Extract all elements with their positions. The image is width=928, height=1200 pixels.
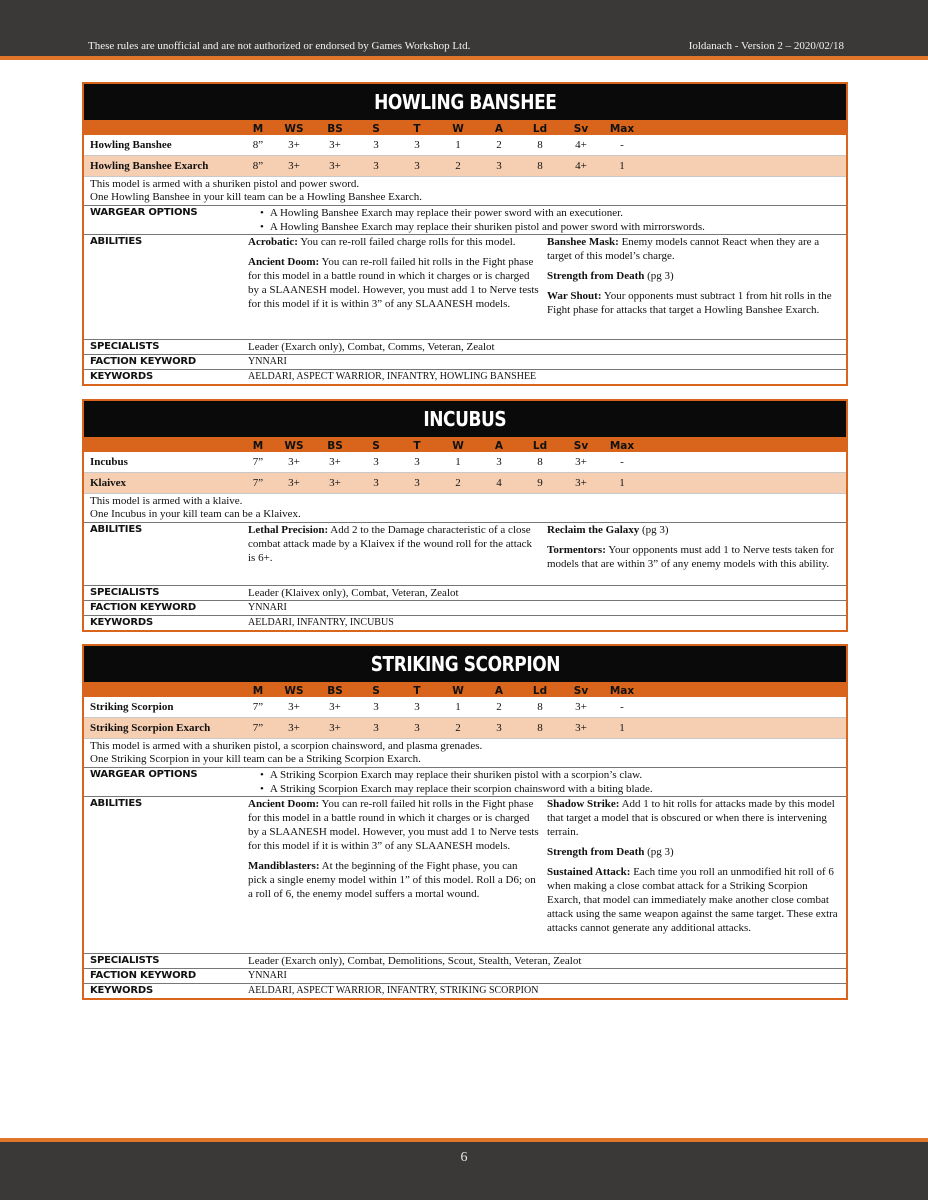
stat-header: W	[452, 440, 464, 452]
stat-value: 3	[414, 139, 420, 151]
faction-keyword-row-value: YNNARI	[248, 356, 287, 367]
specialists-row-label: SPECIALISTS	[90, 341, 160, 352]
faction-keyword-row-label: FACTION KEYWORD	[90, 970, 197, 981]
ability-name: Tormentors:	[547, 544, 606, 556]
description-line: One Incubus in your kill team can be a Klaivex.	[90, 508, 301, 520]
stat-header: A	[494, 440, 504, 452]
ability-name: Banshee Mask:	[547, 236, 619, 248]
keywords-row-label: KEYWORDS	[90, 371, 153, 382]
stat-header-row	[84, 684, 846, 697]
faction-keyword-row-label: FACTION KEYWORD	[90, 356, 197, 367]
stat-value: 8	[537, 160, 543, 172]
ability-text: At the beginning of the Fight phase, you can pick a single enemy model within 1” of this model. Roll a D6; on a roll of 6, the enemy model suffers a mortal wound.	[248, 860, 536, 900]
stat-header: BS	[327, 440, 343, 452]
ability-name: Shadow Strike:	[547, 798, 620, 810]
ability	[547, 865, 838, 935]
model-name: Klaivex	[90, 477, 127, 489]
stat-header: Sv	[573, 123, 589, 135]
stat-value: 3+	[575, 722, 587, 734]
faction-keyword-row-value: YNNARI	[248, 970, 287, 981]
ability-text: Add 1 to hit rolls for attacks made by this model that target a model that is obscured or when there is intervening terrain.	[547, 798, 835, 838]
keywords-row	[84, 984, 846, 998]
unit-title: STRIKING SCORPION	[370, 652, 560, 676]
unit-title: HOWLING BANSHEE	[373, 90, 557, 114]
specialists-row	[84, 340, 846, 355]
stat-value: 7”	[252, 477, 264, 489]
model-name: Incubus	[90, 456, 128, 468]
ability-text: You can re-roll failed charge rolls for this model.	[297, 236, 516, 248]
unit-description	[84, 177, 846, 206]
stat-header: Ld	[532, 440, 548, 452]
stat-value: 8	[537, 456, 543, 468]
ability-name: Strength from Death	[547, 270, 645, 282]
wargear-option: • A Striking Scorpion Exarch may replace their scorpion chainsword with a biting blade.	[260, 782, 842, 796]
stat-value: 8	[537, 722, 543, 734]
stat-value: 1	[455, 456, 461, 468]
stat-header-row	[84, 122, 846, 135]
stat-value: 3	[496, 456, 502, 468]
stat-value: 3	[496, 160, 502, 172]
stat-value: 3+	[329, 701, 341, 713]
stat-header: WS	[284, 123, 304, 135]
ability-name: Acrobatic:	[248, 236, 298, 248]
unit-title-bar	[84, 401, 846, 439]
specialists-row-label: SPECIALISTS	[90, 955, 160, 966]
ability-name: Ancient Doom:	[248, 798, 320, 810]
keywords-row	[84, 370, 846, 384]
ability-name: Sustained Attack:	[547, 866, 631, 878]
faction-keyword-row	[84, 969, 846, 984]
wargear-option: • A Striking Scorpion Exarch may replace their shuriken pistol with a scorpion’s claw.	[260, 768, 842, 782]
model-name: Striking Scorpion	[90, 701, 174, 713]
keywords-row-value: AELDARI, INFANTRY, INCUBUS	[248, 617, 394, 628]
specialists-row-label: SPECIALISTS	[90, 587, 160, 598]
faction-keyword-row	[84, 355, 846, 370]
stat-value: 2	[455, 477, 461, 489]
stat-value: 3	[414, 477, 420, 489]
stat-value: 8	[537, 139, 543, 151]
stat-value: 1	[455, 701, 461, 713]
abilities-column-right	[547, 523, 846, 577]
stat-row	[84, 452, 846, 473]
stat-value: 3+	[288, 160, 300, 172]
stat-value: 7”	[252, 722, 264, 734]
abilities-column-left	[248, 523, 547, 577]
stat-header: BS	[327, 685, 343, 697]
stat-value: 9	[537, 477, 543, 489]
ability-text: You can re-roll failed hit rolls in the Fight phase for this model in a battle round in which it charges or is charged by a SLAANESH model. However, you must add 1 to Nerve tests for this model if it is within 3” of any SLAANESH models.	[248, 798, 539, 852]
unit-description	[84, 494, 846, 523]
stat-header: WS	[284, 440, 304, 452]
keywords-row-label: KEYWORDS	[90, 617, 153, 628]
stat-header: A	[494, 685, 504, 697]
stat-value: 3	[373, 160, 379, 172]
specialists-row-value: Leader (Klaivex only), Combat, Veteran, Zealot	[248, 587, 459, 599]
wargear-label: WARGEAR OPTIONS	[90, 207, 198, 218]
ability	[547, 845, 838, 859]
wargear-options-list	[248, 206, 842, 234]
stat-value: 2	[496, 139, 502, 151]
stat-value: 3	[414, 722, 420, 734]
stat-value: 3+	[575, 701, 587, 713]
page-number: 6	[460, 1150, 468, 1165]
model-name: Striking Scorpion Exarch	[90, 722, 211, 734]
stat-header: Max	[609, 685, 635, 697]
stat-value: 4+	[575, 139, 587, 151]
unit-card	[82, 644, 848, 1000]
stat-value: 3+	[288, 477, 300, 489]
footer-stripe	[0, 1138, 928, 1142]
stat-value: 3+	[329, 456, 341, 468]
model-name: Howling Banshee Exarch	[90, 160, 209, 172]
stat-header: M	[252, 123, 264, 135]
stat-header: WS	[284, 685, 304, 697]
stat-header: T	[413, 123, 421, 135]
unit-card	[82, 82, 848, 386]
version-text: Ioldanach - Version 2 – 2020/02/18	[688, 40, 844, 52]
wargear-label: WARGEAR OPTIONS	[90, 769, 198, 780]
stat-value: 1	[619, 160, 625, 172]
ability-text: Your opponents must subtract 1 from hit rolls in the Fight phase for attacks that target a Howling Banshee Exarch.	[547, 290, 832, 316]
description-line: One Striking Scorpion in your kill team can be a Striking Scorpion Exarch.	[90, 753, 421, 765]
wargear-option: • A Howling Banshee Exarch may replace their shuriken pistol and power sword with mirrorswords.	[260, 220, 842, 234]
ability	[547, 289, 838, 317]
ability	[248, 235, 539, 249]
stat-value: 7”	[252, 456, 264, 468]
unit-title-bar	[84, 646, 846, 684]
stat-value: 3+	[329, 477, 341, 489]
stat-value: 3	[373, 456, 379, 468]
keywords-row	[84, 616, 846, 630]
stat-header: S	[372, 123, 380, 135]
stat-header: A	[494, 123, 504, 135]
stat-header: S	[372, 440, 380, 452]
stat-header: W	[452, 685, 464, 697]
specialists-row-value: Leader (Exarch only), Combat, Demolitions, Scout, Stealth, Veteran, Zealot	[248, 955, 582, 967]
stat-value: 3	[414, 701, 420, 713]
stat-header: T	[413, 685, 421, 697]
stat-value: 3	[373, 701, 379, 713]
stat-header: BS	[327, 123, 343, 135]
stat-value: 3+	[329, 160, 341, 172]
stat-value: 3	[496, 722, 502, 734]
stat-header: M	[252, 685, 264, 697]
ability-text: Enemy models cannot React when they are a target of this model’s charge.	[547, 236, 820, 262]
ability-name: Mandiblasters:	[248, 860, 320, 872]
stat-value: 3	[414, 456, 420, 468]
ability-text: You can re-roll failed hit rolls in the Fight phase for this model in a battle round in which it charges or is charged by a SLAANESH model. However, you must add 1 to Nerve tests for this model if it is within 3” of any SLAANESH models.	[248, 256, 539, 310]
abilities-column-right	[547, 797, 846, 941]
keywords-row-value: AELDARI, ASPECT WARRIOR, INFANTRY, HOWLING BANSHEE	[248, 371, 537, 382]
stat-header: Max	[609, 440, 635, 452]
stat-value: 4+	[575, 160, 587, 172]
ability-text: Add 2 to the Damage characteristic of a close combat attack made by a Klaivex if the wound roll for the attack is 6+.	[248, 524, 533, 564]
stat-header: T	[413, 440, 421, 452]
ability-name: Ancient Doom:	[248, 256, 320, 268]
faction-keyword-row-value: YNNARI	[248, 602, 287, 613]
ability-name: Lethal Precision:	[248, 524, 329, 536]
keywords-row-value: AELDARI, ASPECT WARRIOR, INFANTRY, STRIKING SCORPION	[248, 985, 539, 996]
ability-text: Your opponents must add 1 to Nerve tests taken for models that are within 3” of any enemy models with this ability.	[547, 544, 835, 570]
ability-name: War Shout:	[547, 290, 602, 302]
stat-header: Ld	[532, 123, 548, 135]
stat-header: Sv	[573, 685, 589, 697]
stat-value: 2	[496, 701, 502, 713]
stat-value: 3	[414, 160, 420, 172]
stat-value: 1	[619, 477, 625, 489]
stat-value: 4	[496, 477, 502, 489]
stat-value: -	[620, 701, 624, 713]
stat-value: 3+	[575, 477, 587, 489]
description-line: One Howling Banshee in your kill team can be a Howling Banshee Exarch.	[90, 191, 423, 203]
stat-value: -	[620, 456, 624, 468]
ability-text: (pg 3)	[639, 524, 669, 536]
ability	[547, 269, 838, 283]
abilities-column-left	[248, 797, 547, 941]
unit-card	[82, 399, 848, 632]
stat-row	[84, 718, 846, 739]
abilities-section	[84, 523, 846, 586]
stat-row	[84, 156, 846, 177]
abilities-label: ABILITIES	[90, 798, 142, 809]
stat-header: Ld	[532, 685, 548, 697]
abilities-column-left	[248, 235, 547, 323]
description-line: This model is armed with a shuriken pistol, a scorpion chainsword, and plasma grenades.	[90, 740, 483, 752]
ability	[547, 235, 838, 263]
ability	[547, 797, 838, 839]
ability	[547, 543, 838, 571]
stat-row	[84, 697, 846, 718]
specialists-row-value: Leader (Exarch only), Combat, Comms, Veteran, Zealot	[248, 341, 495, 353]
abilities-column-right	[547, 235, 846, 323]
ability	[547, 523, 838, 537]
abilities-label: ABILITIES	[90, 524, 142, 535]
abilities-section	[84, 797, 846, 954]
stat-value: 7”	[252, 701, 264, 713]
stat-value: 3+	[329, 722, 341, 734]
wargear-section	[84, 768, 846, 797]
specialists-row	[84, 586, 846, 601]
stat-value: 1	[455, 139, 461, 151]
ability-name: Strength from Death	[547, 846, 645, 858]
stat-value: 3+	[329, 139, 341, 151]
stat-value: -	[620, 139, 624, 151]
disclaimer-text: These rules are unofficial and are not authorized or endorsed by Games Workshop Ltd.	[88, 40, 471, 52]
ability-text: (pg 3)	[644, 270, 674, 282]
ability-text: (pg 3)	[644, 846, 674, 858]
keywords-row-label: KEYWORDS	[90, 985, 153, 996]
description-line: This model is armed with a shuriken pistol and power sword.	[90, 178, 360, 190]
specialists-row	[84, 954, 846, 969]
abilities-label: ABILITIES	[90, 236, 142, 247]
stat-value: 3+	[288, 139, 300, 151]
stat-value: 3	[373, 139, 379, 151]
description-line: This model is armed with a klaive.	[90, 495, 243, 507]
abilities-section	[84, 235, 846, 340]
stat-header: Sv	[573, 440, 589, 452]
stat-value: 3+	[575, 456, 587, 468]
wargear-section	[84, 206, 846, 235]
stat-value: 1	[619, 722, 625, 734]
stat-value: 3+	[288, 701, 300, 713]
faction-keyword-row	[84, 601, 846, 616]
wargear-options-list	[248, 768, 842, 796]
ability-text: Each time you roll an unmodified hit roll of 6 when making a close combat attack for a Striking Scorpion Exarch, that model can immediately make another close combat attack using the same weapon against the same target. These extra attacks cannot generate any additional attacks.	[547, 866, 838, 934]
stat-header: Max	[609, 123, 635, 135]
model-name: Howling Banshee	[90, 139, 172, 151]
unit-description	[84, 739, 846, 768]
ability	[248, 797, 539, 853]
ability	[248, 859, 539, 901]
stat-header-row	[84, 439, 846, 452]
stat-value: 8”	[252, 160, 264, 172]
wargear-option: • A Howling Banshee Exarch may replace their power sword with an executioner.	[260, 206, 842, 220]
stat-value: 2	[455, 160, 461, 172]
stat-header: M	[252, 440, 264, 452]
ability	[248, 523, 539, 565]
stat-row	[84, 473, 846, 494]
faction-keyword-row-label: FACTION KEYWORD	[90, 602, 197, 613]
stat-value: 3+	[288, 456, 300, 468]
stat-value: 8”	[252, 139, 264, 151]
unit-title-bar	[84, 84, 846, 122]
header-stripe	[0, 56, 928, 60]
stat-header: S	[372, 685, 380, 697]
ability	[248, 255, 539, 311]
page-footer	[0, 1142, 928, 1200]
stat-value: 3	[373, 477, 379, 489]
stat-value: 2	[455, 722, 461, 734]
unit-title: INCUBUS	[423, 407, 507, 431]
stat-value: 3+	[288, 722, 300, 734]
stat-row	[84, 135, 846, 156]
stat-value: 8	[537, 701, 543, 713]
stat-value: 3	[373, 722, 379, 734]
page-header	[0, 0, 928, 56]
ability-name: Reclaim the Galaxy	[547, 524, 640, 536]
stat-header: W	[452, 123, 464, 135]
